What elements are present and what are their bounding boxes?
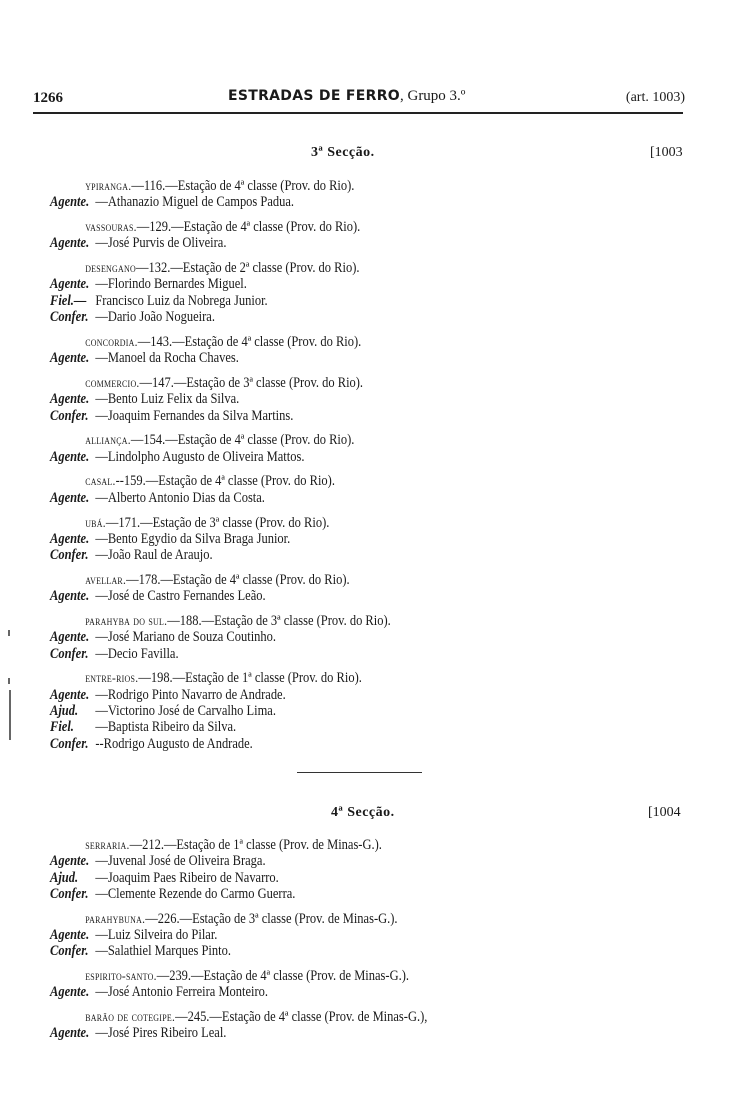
staff-line [50,276,613,292]
station-heading [50,473,613,489]
station-heading [50,178,613,194]
station-details: —116.—Estação de 4ª classe (Prov. do Rio). [131,178,355,194]
station-details: —212.—Estação de 1ª classe (Prov. de Minas-G.). [129,837,382,853]
running-header [33,88,683,108]
section-title-3: 3ª Secção. [311,145,375,160]
staff-line [50,853,613,869]
staff-line [50,703,613,719]
station-name: entre-rios. [85,670,139,686]
station-name: espirito-santo. [85,968,157,984]
staff-person: —Florindo Bernardes Miguel. [95,276,247,293]
station-name: serraria. [85,837,130,852]
header-rule [33,112,683,114]
station-details: —239.—Estação de 4ª classe (Prov. de Minas-G.). [156,968,409,985]
station-entry [50,613,690,662]
staff-person: --Rodrigo Augusto de Andrade. [95,735,253,752]
staff-role: Agente. [50,276,90,293]
staff-role: Confer. [50,645,89,662]
staff-role: Ajud. [50,869,79,886]
station-entry [50,1009,690,1042]
station-entry [50,968,690,1001]
station-name: commercio. [85,374,140,390]
scan-mark [9,690,11,740]
staff-role: Agente. [50,686,90,703]
staff-line [50,547,613,563]
station-heading [50,260,613,276]
station-name: alliança. [85,432,131,448]
article-ref: (art. 1003) [625,90,685,105]
station-heading [50,219,613,235]
staff-role: Agente. [50,1025,90,1042]
station-name: ubá. [85,514,106,530]
staff-person: —José de Castro Fernandes Leão. [95,588,266,605]
staff-line [50,235,613,251]
station-name: avellar. [85,571,127,587]
station-name: parahybuna. [85,910,146,926]
station-entry [50,515,690,564]
staff-role: Ajud. [50,703,79,720]
section-4-entries [50,837,690,1042]
station-details: —226.—Estação de 3ª classe (Prov. de Minas-G.). [145,910,398,927]
staff-line [50,886,613,902]
station-entry [50,219,690,252]
station-details: —147.—Estação de 3ª classe (Prov. do Rio). [139,374,364,391]
section-ref-3: [1003 [650,145,683,160]
station-details: —129.—Estação de 4ª classe (Prov. do Rio). [136,219,361,236]
staff-person: —Manoel da Rocha Chaves. [95,350,239,367]
staff-line [50,588,613,604]
staff-role: Agente. [50,448,90,465]
staff-role: Agente. [50,194,90,211]
staff-person: —Decio Favilla. [95,645,179,662]
station-entry [50,911,690,960]
staff-line [50,531,613,547]
station-entry [50,334,690,367]
staff-role: Confer. [50,885,89,902]
staff-line [50,391,613,407]
scan-mark [8,630,10,636]
station-heading [50,432,613,448]
staff-person: —Dario João Nogueira. [95,309,215,326]
section-3-entries [50,178,690,752]
staff-role: Agente. [50,629,90,646]
station-name: concordia. [85,333,138,349]
staff-line [50,1025,613,1041]
staff-role: Confer. [50,407,89,424]
staff-role: Fiel. [50,719,74,736]
station-entry [50,260,690,325]
staff-role: Agente. [50,926,90,943]
section-divider [297,772,422,773]
station-heading [50,572,613,588]
staff-line [50,629,613,645]
page-number: 1266 [33,90,63,106]
staff-person: —Athanazio Miguel de Campos Padua. [95,194,295,211]
station-heading [50,670,613,686]
staff-person: —Victorino José de Carvalho Lima. [95,703,276,720]
station-entry [50,670,690,751]
staff-role: Agente. [50,530,90,547]
station-heading [50,837,613,853]
station-heading [50,968,613,984]
staff-person: —Joaquim Paes Ribeiro de Navarro. [95,869,279,886]
staff-person: Francisco Luiz da Nobrega Junior. [95,292,268,309]
station-entry [50,473,690,506]
station-heading [50,375,613,391]
staff-person: —José Pires Ribeiro Leal. [95,1025,227,1042]
staff-line [50,687,613,703]
staff-line [50,293,613,309]
station-entry [50,432,690,465]
station-heading [50,1009,613,1025]
group-label: , Grupo 3.º [399,88,466,104]
station-details: —188.—Estação de 3ª classe (Prov. do Rio). [167,613,391,630]
staff-role: Agente. [50,235,90,252]
station-name: vassouras. [85,219,137,235]
staff-person: —Lindolpho Augusto de Oliveira Mattos. [95,448,305,465]
staff-person: —José Mariano de Souza Coutinho. [95,629,277,646]
station-details: —178.—Estação de 4ª classe (Prov. do Rio). [126,571,350,588]
staff-role: Agente. [50,350,90,367]
staff-line [50,490,613,506]
station-details: —198.—Estação de 1ª classe (Prov. do Rio). [138,670,362,687]
staff-line [50,350,613,366]
station-heading [50,515,613,531]
staff-line [50,449,613,465]
section-title-4: 4ª Secção. [331,805,395,820]
staff-line [50,943,613,959]
staff-role: Agente. [50,984,90,1001]
staff-line [50,646,613,662]
station-name: desengano [85,260,136,276]
station-name: barão de cotegipe. [85,1009,176,1025]
section-ref-4: [1004 [648,805,681,820]
staff-person: —José Purvis de Oliveira. [95,235,227,252]
staff-person: —Rodrigo Pinto Navarro de Andrade. [95,686,286,703]
station-name: casal. [85,473,116,489]
staff-role: Agente. [50,489,90,506]
staff-person: —Baptista Ribeiro da Silva. [95,719,237,736]
staff-person: —João Raul de Araujo. [95,547,213,564]
staff-role: Confer. [50,309,89,326]
staff-person: —Luiz Silveira do Pilar. [95,926,218,943]
station-details: —171.—Estação de 3ª classe (Prov. do Rio). [105,514,330,531]
staff-person: —Alberto Antonio Dias da Costa. [95,489,265,506]
station-entry [50,572,690,605]
staff-role: Agente. [50,391,90,408]
staff-line [50,719,613,735]
staff-person: —Joaquim Fernandes da Silva Martins. [95,407,294,424]
station-name: ypiranga. [85,178,132,193]
staff-role: Fiel.— [50,292,87,309]
staff-person: —José Antonio Ferreira Monteiro. [95,984,269,1001]
staff-line [50,870,613,886]
staff-role: Confer. [50,547,89,564]
station-heading [50,334,613,350]
station-entry [50,375,690,424]
station-entry [50,837,690,902]
staff-person: —Bento Luiz Felix da Silva. [95,391,240,408]
station-details: —143.—Estação de 4ª classe (Prov. do Rio). [137,333,362,350]
staff-role: Agente. [50,588,90,605]
station-name: parahyba do sul. [85,613,168,629]
staff-role: Agente. [50,853,90,870]
station-details: --159.—Estação de 4ª classe (Prov. do Rio). [115,473,335,490]
station-heading [50,911,613,927]
staff-line [50,408,613,424]
station-details: —132.—Estação de 2ª classe (Prov. do Rio). [135,260,360,277]
staff-person: —Clemente Rezende do Carmo Guerra. [95,885,296,902]
staff-person: —Salathiel Marques Pinto. [95,943,231,960]
staff-line [50,194,613,210]
staff-line [50,927,613,943]
station-details: —245.—Estação de 4ª classe (Prov. de Minas-G.), [175,1009,428,1026]
staff-person: —Bento Egydio da Silva Braga Junior. [95,530,291,547]
staff-line [50,309,613,325]
staff-role: Confer. [50,735,89,752]
station-entry [50,178,690,211]
station-details: —154.—Estação de 4ª classe (Prov. do Rio). [130,432,355,449]
staff-person: —Juvenal José de Oliveira Braga. [95,853,266,870]
staff-role: Confer. [50,943,89,960]
book-title: ESTRADAS DE FERRO [228,88,400,104]
running-title [228,88,465,105]
scan-mark [8,678,10,684]
station-heading [50,613,613,629]
staff-line [50,984,613,1000]
staff-line [50,736,613,752]
